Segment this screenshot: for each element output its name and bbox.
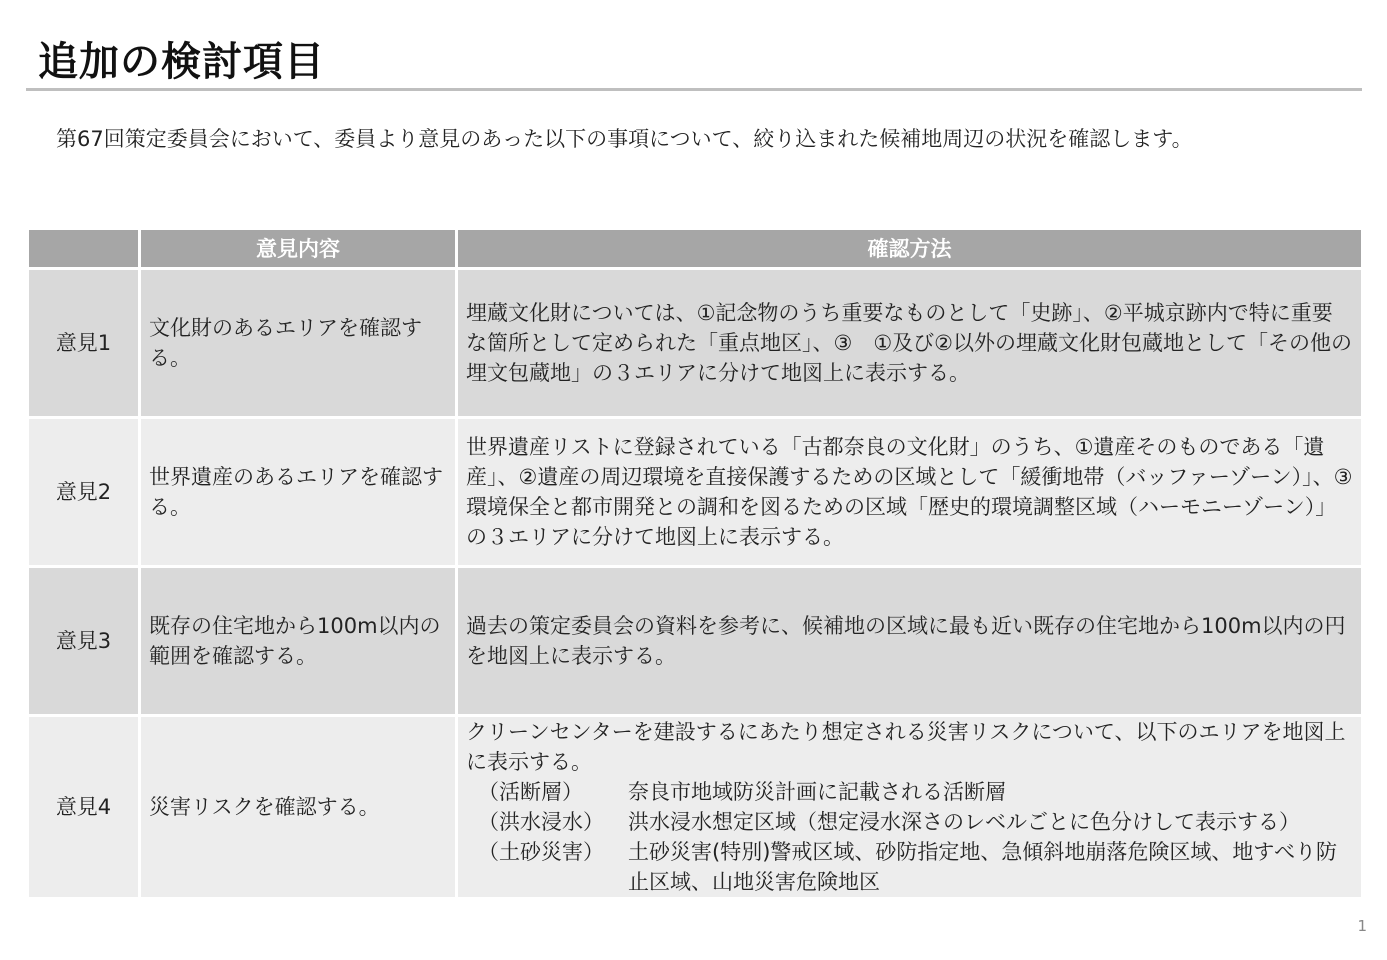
row-label: 意見1 [28,269,140,418]
risk-item-flood [466,807,1353,837]
review-items-table [26,227,1364,900]
title-divider [26,88,1362,91]
risk-item-label: （活断層） [478,780,583,804]
page-number: 1 [1357,917,1367,935]
method-intro: クリーンセンターを建設するにあたり想定される災害リスクについて、以下のエリアを地図上に表示する。 [466,720,1346,774]
method-cell: 過去の策定委員会の資料を参考に、候補地の区域に最も近い既存の住宅地から100m以内の円を地図上に表示する。 [457,567,1363,716]
header-method: 確認方法 [457,229,1363,269]
opinion-cell: 災害リスクを確認する。 [140,716,457,899]
opinion-cell: 既存の住宅地から100m以内の範囲を確認する。 [140,567,457,716]
method-cell: 世界遺産リストに登録されている「古都奈良の文化財」のうち、①遺産そのものである「遺産」、②遺産の周辺環境を直接保護するための区域として「緩衝地帯（バッファーゾーン）」、③環境保全と都市開発との調和を図るための区域「歴史的環境調整区域（ハーモニーゾーン）」の３エリアに分けて地図上に表示する。 [457,418,1363,567]
row-label: 意見4 [28,716,140,899]
risk-item-text: 奈良市地域防災計画に記載される活断層 [628,780,1006,804]
risk-item-landslide [466,837,1353,897]
table-row [28,716,1363,899]
header-empty [28,229,140,269]
row-label: 意見2 [28,418,140,567]
header-opinion: 意見内容 [140,229,457,269]
table-header-row [28,229,1363,269]
risk-item-label: （洪水浸水） [478,810,604,834]
table-row [28,418,1363,567]
page-title: 追加の検討項目 [38,39,325,85]
risk-item-text: 洪水浸水想定区域（想定浸水深さのレベルごとに色分けして表示する） [628,810,1300,834]
method-cell [457,716,1363,899]
table-row [28,567,1363,716]
intro-text: 第67回策定委員会において、委員より意見のあった以下の事項について、絞り込まれた候補地周辺の状況を確認します。 [56,127,1193,151]
risk-item-text: 土砂災害(特別)警戒区域、砂防指定地、急傾斜地崩落危険区域、地すべり防止区域、山地災害危険地区 [628,840,1337,894]
row-label: 意見3 [28,567,140,716]
risk-item-fault [466,777,1353,807]
table-row [28,269,1363,418]
opinion-cell: 文化財のあるエリアを確認する。 [140,269,457,418]
method-cell: 埋蔵文化財については、①記念物のうち重要なものとして「史跡」、②平城京跡内で特に重要な箇所として定められた「重点地区」、③ ①及び②以外の埋蔵文化財包蔵地として「その他の埋文包蔵地」の３エリアに分けて地図上に表示する。 [457,269,1363,418]
risk-item-label: （土砂災害） [478,840,604,864]
opinion-cell: 世界遺産のあるエリアを確認する。 [140,418,457,567]
